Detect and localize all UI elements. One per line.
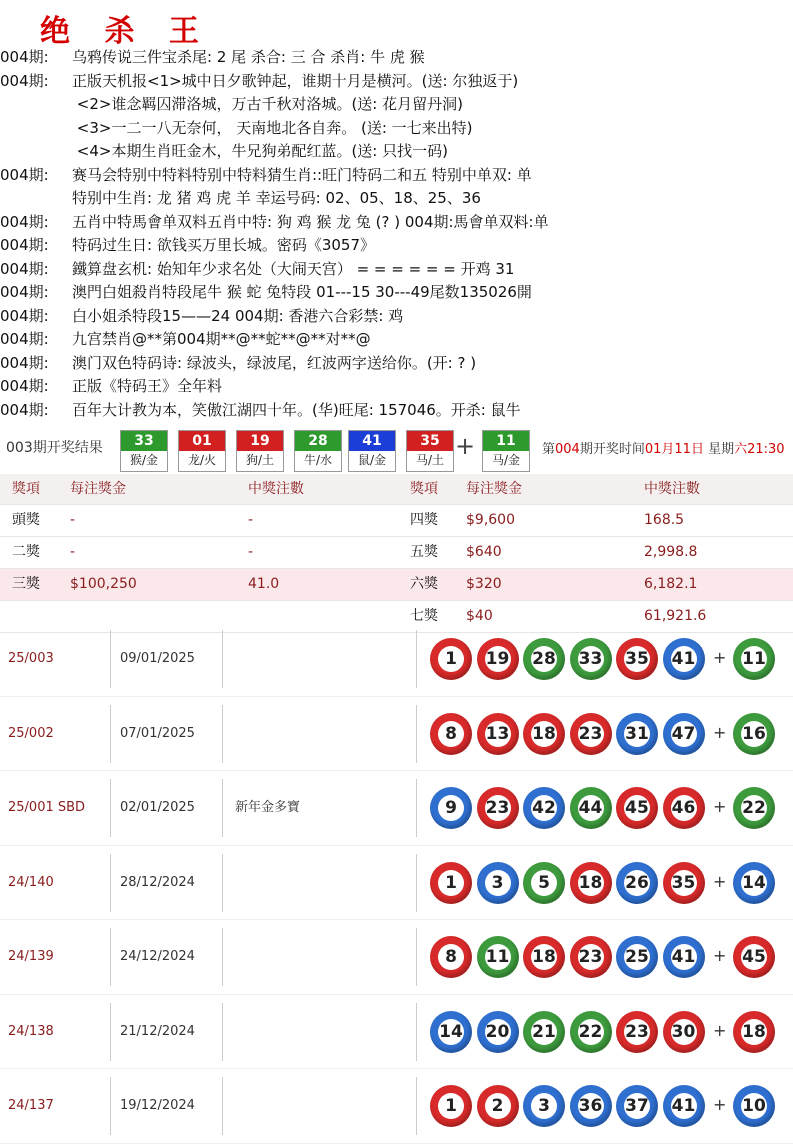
result-zodiac: 龙/火 xyxy=(179,451,225,470)
lottery-ball xyxy=(570,1085,612,1127)
result-bar xyxy=(0,428,793,470)
ball-number: 26 xyxy=(624,870,650,896)
ball-number: 41 xyxy=(671,944,697,970)
issue-prefix: 004期: xyxy=(0,236,49,254)
ball-number: 2 xyxy=(485,1093,511,1119)
issue-prefix: 004期: xyxy=(0,353,49,372)
prediction-lines xyxy=(0,46,793,422)
ball-number: 18 xyxy=(531,944,557,970)
prediction-line xyxy=(0,258,793,282)
ball-number: 23 xyxy=(578,721,604,747)
lottery-ball xyxy=(477,713,519,755)
result-zodiac: 牛/水 xyxy=(295,451,341,470)
prediction-text: 五肖中特馬會单双料五肖中特: 狗 鸡 猴 龙 兔 (? ) 004期:馬會单双料:单 xyxy=(72,212,549,231)
ball-number: 47 xyxy=(671,721,697,747)
result-label: 003期开奖结果 xyxy=(6,440,103,456)
issue-prefix: 004期: xyxy=(0,165,49,184)
column-divider xyxy=(416,928,417,986)
prize-cell: 頭獎 xyxy=(12,512,40,528)
lottery-ball xyxy=(523,1085,565,1127)
lottery-ball xyxy=(570,1011,612,1053)
prediction-text: 澳门双色特码诗: 绿波头，绿波尾，红波两字送给你。(开: ? ) xyxy=(72,353,477,372)
prediction-line xyxy=(0,140,793,164)
column-divider xyxy=(222,630,223,688)
column-divider xyxy=(416,854,417,912)
ball-number: 44 xyxy=(578,795,604,821)
ball-number: 23 xyxy=(624,1019,650,1045)
special-ball xyxy=(733,638,775,680)
lottery-ball xyxy=(430,862,472,904)
prediction-line xyxy=(0,46,793,70)
draw-plus: + xyxy=(713,1095,727,1114)
prediction-text: <2>谁念羁囚滞洛城，万古千秋对洛城。(送: 花月留丹洞) xyxy=(72,95,463,113)
ball-number: 1 xyxy=(438,1093,464,1119)
prize-cell: 七獎 xyxy=(410,608,438,624)
ball-number: 18 xyxy=(531,721,557,747)
prize-cell: $640 xyxy=(466,544,502,560)
prediction-line xyxy=(0,305,793,329)
draw-plus: + xyxy=(713,648,727,667)
prize-cell: 五獎 xyxy=(410,544,438,560)
prize-cell: 2,998.8 xyxy=(644,544,698,560)
prize-header-cell: 中獎注數 xyxy=(248,481,304,497)
next-draw-info: 第004期开奖时间01月11日 星期六21:30 xyxy=(542,442,785,457)
prediction-line xyxy=(0,187,793,211)
prediction-text: 白小姐杀特段15——24 004期: 香港六合彩禁: 鸡 xyxy=(72,306,404,325)
lottery-ball xyxy=(616,787,658,829)
draw-date: 09/01/2025 xyxy=(120,651,195,666)
lottery-ball xyxy=(477,787,519,829)
column-divider xyxy=(222,779,223,837)
prediction-text: 澳門白姐殺肖特段尾牛 猴 蛇 兔特段 01---15 30---49尾数135026開 xyxy=(72,283,532,301)
result-number: 28 xyxy=(295,431,341,451)
column-divider xyxy=(110,779,111,837)
special-ball-number: 16 xyxy=(741,721,767,747)
ball-number: 1 xyxy=(438,646,464,672)
prediction-text: 赛马会特别中特料特别中特料猜生肖::旺门特码二和五 特别中单双: 单 xyxy=(72,165,532,184)
ball-number: 3 xyxy=(485,870,511,896)
draw-id: 25/001 SBD xyxy=(8,800,86,815)
special-ball-number: 18 xyxy=(741,1019,767,1045)
result-zodiac: 猴/金 xyxy=(121,451,167,470)
issue-prefix: 004期: xyxy=(0,259,49,278)
ball-number: 5 xyxy=(531,870,557,896)
draw-row xyxy=(0,995,793,1070)
result-zodiac: 鼠/金 xyxy=(349,451,395,470)
lottery-ball xyxy=(663,713,705,755)
draw-date: 24/12/2024 xyxy=(120,949,195,964)
column-divider xyxy=(110,1003,111,1061)
draw-date: 21/12/2024 xyxy=(120,1023,195,1039)
prize-cell: - xyxy=(248,512,254,528)
lottery-ball xyxy=(477,862,519,904)
lottery-ball xyxy=(477,1011,519,1053)
special-ball xyxy=(733,862,775,904)
special-ball xyxy=(733,936,775,978)
lottery-ball xyxy=(523,936,565,978)
lottery-ball xyxy=(570,936,612,978)
result-number-tile xyxy=(120,430,168,472)
prediction-line xyxy=(0,375,793,399)
ball-number: 22 xyxy=(578,1019,604,1045)
ball-number: 1 xyxy=(438,870,464,896)
ball-number: 35 xyxy=(671,870,697,896)
draw-row xyxy=(0,1069,793,1144)
ball-number: 18 xyxy=(578,870,604,896)
ball-number: 21 xyxy=(531,1019,557,1045)
lottery-ball xyxy=(570,713,612,755)
prize-row xyxy=(0,537,793,569)
lottery-ball xyxy=(523,787,565,829)
special-ball-number: 45 xyxy=(741,944,767,970)
ball-number: 36 xyxy=(578,1093,604,1119)
prize-cell: 四獎 xyxy=(410,512,438,528)
result-plus: + xyxy=(455,432,476,460)
prediction-line xyxy=(0,164,793,188)
draw-history xyxy=(0,622,793,1144)
ball-number: 23 xyxy=(485,795,511,821)
special-zodiac: 马/金 xyxy=(483,451,529,470)
draw-plus: + xyxy=(713,946,727,965)
result-number-tile xyxy=(178,430,226,472)
page-title: 绝 杀 王 xyxy=(40,14,211,49)
prediction-line xyxy=(0,234,793,258)
prize-cell: 41.0 xyxy=(248,576,280,592)
draw-date: 02/01/2025 xyxy=(120,800,195,815)
prediction-line xyxy=(0,352,793,376)
ball-number: 20 xyxy=(485,1019,511,1045)
lottery-ball xyxy=(477,1085,519,1127)
lottery-ball xyxy=(616,936,658,978)
draw-id: 24/137 xyxy=(8,1098,54,1113)
draw-plus: + xyxy=(713,722,727,742)
prize-row xyxy=(0,505,793,537)
draw-id: 25/002 xyxy=(8,725,54,741)
ball-number: 19 xyxy=(485,646,511,672)
prize-header-cell: 每注獎金 xyxy=(70,481,126,497)
draw-id: 24/139 xyxy=(8,949,54,964)
prediction-text: 正版天机报<1>城中日夕歌钟起，谁期十月是横河。(送: 尔独返于) xyxy=(72,71,519,90)
prediction-line xyxy=(0,399,793,423)
prize-cell: 6,182.1 xyxy=(644,576,698,592)
prize-header-cell: 獎項 xyxy=(410,481,438,497)
prize-cell: $100,250 xyxy=(70,576,137,592)
prize-header-cell: 獎項 xyxy=(12,481,40,497)
ball-number: 11 xyxy=(485,944,511,970)
result-number-tile xyxy=(348,430,396,472)
lottery-ball xyxy=(523,862,565,904)
result-zodiac: 马/土 xyxy=(407,451,453,470)
prediction-text: 特别中生肖: 龙 猪 鸡 虎 羊 幸运号码: 02、05、18、25、36 xyxy=(72,189,481,207)
ball-number: 41 xyxy=(671,646,697,672)
prize-cell: - xyxy=(70,512,76,528)
issue-prefix: 004期: xyxy=(0,48,49,66)
special-ball xyxy=(733,787,775,829)
lottery-ball xyxy=(523,713,565,755)
prize-cell: 二獎 xyxy=(12,544,40,560)
prize-cell: - xyxy=(70,544,76,560)
lottery-ball xyxy=(523,638,565,680)
lottery-ball xyxy=(663,787,705,829)
column-divider xyxy=(416,1003,417,1061)
column-divider xyxy=(222,1003,223,1061)
draw-row xyxy=(0,771,793,846)
draw-note: 新年金多寶 xyxy=(235,800,301,815)
special-ball-number: 11 xyxy=(741,646,767,672)
prediction-text: 鐵算盘玄机: 始知年少求名处（大闹天宫） = = = = = = 开鸡 31 xyxy=(72,259,515,278)
draw-date: 28/12/2024 xyxy=(120,874,195,890)
lottery-ball xyxy=(570,787,612,829)
ball-number: 14 xyxy=(438,1019,464,1045)
draw-id: 25/003 xyxy=(8,651,54,666)
prediction-line xyxy=(0,117,793,141)
draw-row xyxy=(0,846,793,921)
ball-number: 9 xyxy=(438,795,464,821)
prediction-line xyxy=(0,93,793,117)
lottery-ball xyxy=(430,1085,472,1127)
ball-number: 23 xyxy=(578,944,604,970)
column-divider xyxy=(416,1077,417,1135)
lottery-ball xyxy=(663,638,705,680)
ball-number: 37 xyxy=(624,1093,650,1119)
prediction-line xyxy=(0,211,793,235)
lottery-ball xyxy=(616,1011,658,1053)
prediction-text: 九宫禁肖@**第004期**@**蛇**@**对**@ xyxy=(72,330,371,348)
lottery-ball xyxy=(616,862,658,904)
column-divider xyxy=(110,630,111,688)
prize-table-header xyxy=(0,474,793,505)
prize-header-cell: 中獎注數 xyxy=(644,481,700,497)
result-zodiac: 狗/土 xyxy=(237,451,283,470)
issue-prefix: 004期: xyxy=(0,283,49,301)
draw-row xyxy=(0,622,793,697)
issue-prefix: 004期: xyxy=(0,212,49,231)
special-ball xyxy=(733,1085,775,1127)
prediction-text: <3>一二一八无奈何， 天南地北各自奔。 (送: 一七来出特) xyxy=(72,118,473,137)
draw-row xyxy=(0,920,793,995)
column-divider xyxy=(110,928,111,986)
result-number-tile xyxy=(294,430,342,472)
issue-prefix: 004期: xyxy=(0,377,49,395)
lottery-ball xyxy=(616,713,658,755)
result-number: 41 xyxy=(349,431,395,451)
lottery-ball xyxy=(477,936,519,978)
lottery-ball xyxy=(663,1011,705,1053)
ball-number: 25 xyxy=(624,944,650,970)
ball-number: 41 xyxy=(671,1093,697,1119)
column-divider xyxy=(110,1077,111,1135)
result-number-tile xyxy=(406,430,454,472)
draw-plus: + xyxy=(713,797,727,816)
ball-number: 35 xyxy=(624,646,650,672)
result-number: 35 xyxy=(407,431,453,451)
ball-number: 3 xyxy=(531,1093,557,1119)
prediction-line xyxy=(0,328,793,352)
prediction-text: 百年大计教为本，笑傲江湖四十年。(华)旺尾: 157046。开杀: 鼠牛 xyxy=(72,400,521,419)
ball-number: 13 xyxy=(485,721,511,747)
ball-number: 42 xyxy=(531,795,557,821)
prize-header-cell: 每注獎金 xyxy=(466,481,522,497)
draw-plus: + xyxy=(713,871,727,891)
lottery-ball xyxy=(616,1085,658,1127)
draw-id: 24/138 xyxy=(8,1023,54,1039)
prediction-line xyxy=(0,70,793,94)
prize-cell: 61,921.6 xyxy=(644,608,707,624)
lottery-ball xyxy=(477,638,519,680)
ball-number: 28 xyxy=(531,646,557,672)
column-divider xyxy=(110,705,111,763)
column-divider xyxy=(222,928,223,986)
prize-cell: $40 xyxy=(466,608,493,624)
lottery-ball xyxy=(663,1085,705,1127)
lottery-ball xyxy=(430,638,472,680)
column-divider xyxy=(222,854,223,912)
result-number: 19 xyxy=(237,431,283,451)
issue-prefix: 004期: xyxy=(0,330,49,348)
ball-number: 31 xyxy=(624,721,650,747)
lottery-ball xyxy=(663,862,705,904)
issue-prefix: 004期: xyxy=(0,306,49,325)
prize-cell: 168.5 xyxy=(644,512,685,528)
prize-cell: 六獎 xyxy=(410,576,438,592)
prize-cell: $9,600 xyxy=(466,512,515,528)
prediction-text: 正版《特码王》全年料 xyxy=(72,377,223,395)
issue-prefix: 004期: xyxy=(0,71,49,90)
prediction-text: 特码过生日: 欲钱买万里长城。密码《3057》 xyxy=(72,236,375,254)
lottery-ball xyxy=(430,936,472,978)
prediction-line xyxy=(0,281,793,305)
draw-date: 07/01/2025 xyxy=(120,725,195,741)
prize-cell: 三獎 xyxy=(12,576,40,592)
column-divider xyxy=(110,854,111,912)
special-ball-number: 14 xyxy=(741,870,767,896)
prediction-text: <4>本期生肖旺金木，牛兄狗弟配红蓝。(送: 只找一码) xyxy=(72,142,448,160)
draw-plus: + xyxy=(713,1020,727,1040)
column-divider xyxy=(416,630,417,688)
result-number-tile xyxy=(236,430,284,472)
column-divider xyxy=(222,705,223,763)
ball-number: 33 xyxy=(578,646,604,672)
lottery-ball xyxy=(570,862,612,904)
prize-row xyxy=(0,569,793,601)
draw-date: 19/12/2024 xyxy=(120,1098,195,1113)
column-divider xyxy=(416,779,417,837)
special-ball xyxy=(733,1011,775,1053)
prize-cell: $320 xyxy=(466,576,502,592)
lottery-ball xyxy=(430,713,472,755)
lottery-ball xyxy=(616,638,658,680)
prize-table xyxy=(0,474,793,633)
ball-number: 8 xyxy=(438,944,464,970)
result-number: 01 xyxy=(179,431,225,451)
special-number-tile xyxy=(482,430,530,472)
special-ball-number: 22 xyxy=(741,795,767,821)
result-number: 33 xyxy=(121,431,167,451)
lottery-ball xyxy=(570,638,612,680)
prize-cell: - xyxy=(248,544,254,560)
special-number: 11 xyxy=(483,431,529,451)
prediction-text: 乌鸦传说三件宝杀尾: 2 尾 杀合: 三 合 杀肖: 牛 虎 猴 xyxy=(72,48,425,66)
ball-number: 46 xyxy=(671,795,697,821)
draw-row xyxy=(0,697,793,772)
ball-number: 8 xyxy=(438,721,464,747)
special-ball xyxy=(733,713,775,755)
special-ball-number: 10 xyxy=(741,1093,767,1119)
ball-number: 30 xyxy=(671,1019,697,1045)
draw-id: 24/140 xyxy=(8,874,54,890)
column-divider xyxy=(416,705,417,763)
lottery-ball xyxy=(663,936,705,978)
lottery-ball xyxy=(430,1011,472,1053)
issue-prefix: 004期: xyxy=(0,400,49,419)
column-divider xyxy=(222,1077,223,1135)
lottery-ball xyxy=(430,787,472,829)
lottery-ball xyxy=(523,1011,565,1053)
ball-number: 45 xyxy=(624,795,650,821)
